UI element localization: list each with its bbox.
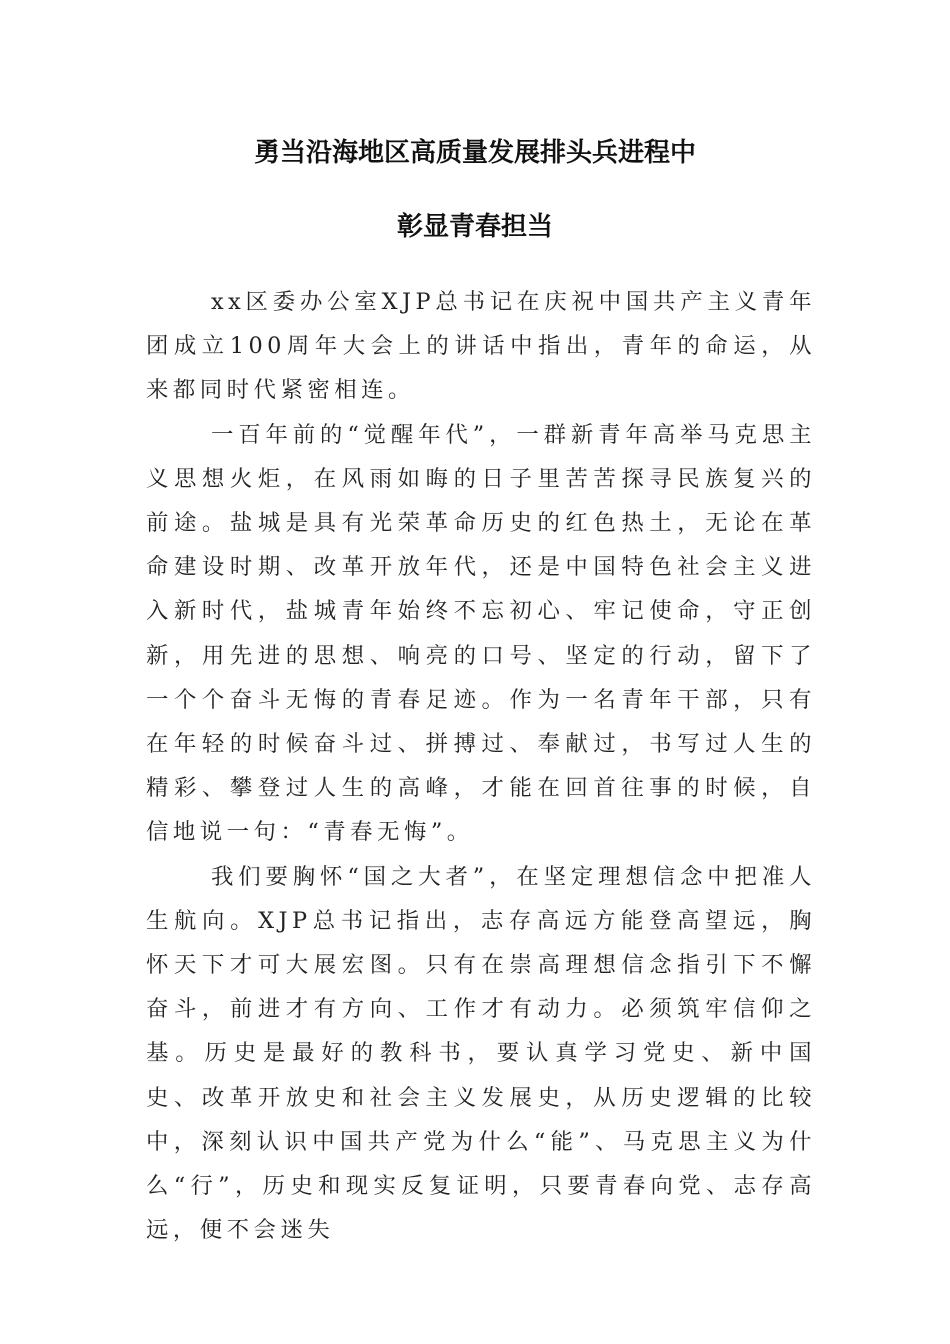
- paragraph-2: 一百年前的“觉醒年代”，一群新青年高举马克思主义思想火炬，在风雨如晦的日子里苦苦探寻民族复兴的前途。盐城是具有光荣革命历史的红色热土，无论在革命建设时期、改革开放年代，还是中国特色社会主义进入新时代，盐城青年始终不忘初心、牢记使命，守正创新，用先进的思想、响亮的口号、坚定的行动，留下了一个个奋斗无悔的青春足迹。作为一名青年干部，只有在年轻的时候奋斗过、拼搏过、奉献过，书写过人生的精彩、攀登过人生的高峰，才能在回首往事的时候，自信地说一句：“青春无悔”。: [146, 421, 816, 846]
- paragraph-1: xx区委办公室XJP总书记在庆祝中国共产主义青年团成立100周年大会上的讲话中指出，青年的命运，从来都同时代紧密相连。: [146, 289, 816, 404]
- document-title-line2: 彰显青春担当: [396, 212, 553, 242]
- document-title-line1: 勇当沿海地区高质量发展排头兵进程中: [253, 138, 696, 168]
- paragraph-3: 我们要胸怀“国之大者”，在坚定理想信念中把准人生航向。XJP总书记指出，志存高远方能登高望远，胸怀天下才可大展宏图。只有在崇高理想信念指引下不懈奋斗，前进才有方向、工作才有动力。必须筑牢信仰之基。历史是最好的教科书，要认真学习党史、新中国史、改革开放史和社会主义发展史，从历史逻辑的比较中，深刻认识中国共产党为什么“能”、马克思主义为什么“行”，历史和现实反复证明，只要青春向党、志存高远，便不会迷失: [146, 863, 816, 1244]
- document-body: [146, 280, 816, 1252]
